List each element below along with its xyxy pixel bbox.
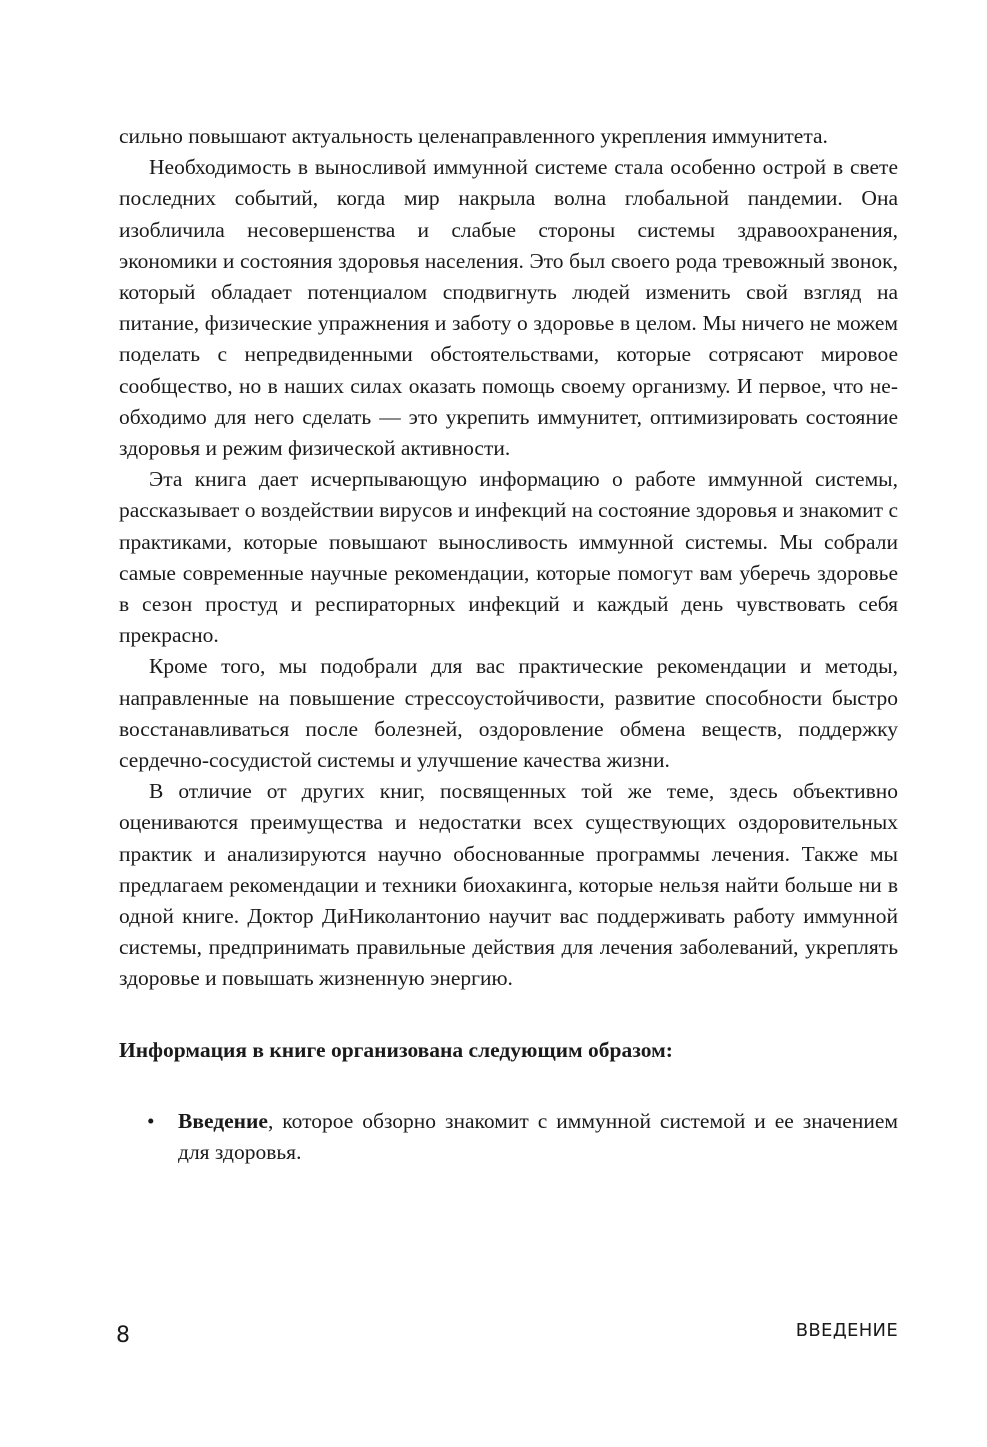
contents-list (119, 1106, 898, 1168)
paragraph-recommendations: Кроме того, мы подобрали для вас практические рекомендации и методы, направленные на повышение стрессоустойчивости, развитие способности быстро восстанавливаться после болезней, оздоровление обмена веществ, поддержку сердечно-сосудистой системы и улучшение качества жизни. (119, 654, 898, 773)
list-item (119, 1106, 898, 1168)
list-item-text: , которое обзорно знакомит с иммунной системой и ее значением для здоровья. (178, 1108, 898, 1165)
running-footer-section-title: ВВЕДЕНИЕ (795, 1320, 898, 1341)
paragraph-book-overview: Эта книга дает исчерпывающую информацию о работе иммунной системы, рассказывает о воздействии вирусов и инфекций на состояние здоровья и знакомит с практиками, которые повышают выносливость иммунной системы. Мы собрали самые современные научные рекомендации, которые помогут вам уберечь здоровье в сезон простуд и респираторных инфекций и каждый день чувствовать себя прекрасно. (119, 467, 898, 648)
page-number: 8 (116, 1323, 130, 1348)
page-body (119, 121, 898, 1168)
list-item-term: Введение (178, 1108, 268, 1133)
paragraph-comparison: В отличие от других книг, посвященных той же теме, здесь объективно оцениваются преимущества и недостатки всех существующих оздоровительных практик и анализируются научно обоснованные программы лечения. Также мы предлагаем рекомендации и техники биохакинга, которые нельзя найти больше ни в одной книге. Доктор ДиНиколантонио научит вас поддерживать работу иммунной системы, предпринимать правильные действия для лечения заболеваний, укреплять здоровье и повышать жизненную энергию. (119, 779, 898, 991)
section-heading: Информация в книге организована следующим образом: (119, 1037, 673, 1062)
paragraph-continuation: сильно повышают актуальность целенаправленного укрепления иммунитета. (119, 124, 828, 148)
bullet-icon: • (147, 1108, 155, 1133)
paragraph-pandemic: Необходимость в выносливой иммунной системе стала особенно острой в свете последних событий, когда мир накрыла волна глобальной пандемии. Она изобличила несовершенства и слабые стороны системы здравоохранения, экономики и состояния здоровья населения. Это был своего рода тревожный звонок, который обладает потенциалом сподвигнуть людей изменить свой взгляд на питание, физические упражнения и заботу о здоровье в целом. Мы ничего не можем поделать с непредвиденными обстоятельствами, которые сотрясают мировое сообщество, но в наших силах оказать помощь своему организму. И первое, что необходимо для него сделать — это укрепить иммунитет, оптимизировать состояние здоровья и режим физической активности. (119, 155, 898, 461)
